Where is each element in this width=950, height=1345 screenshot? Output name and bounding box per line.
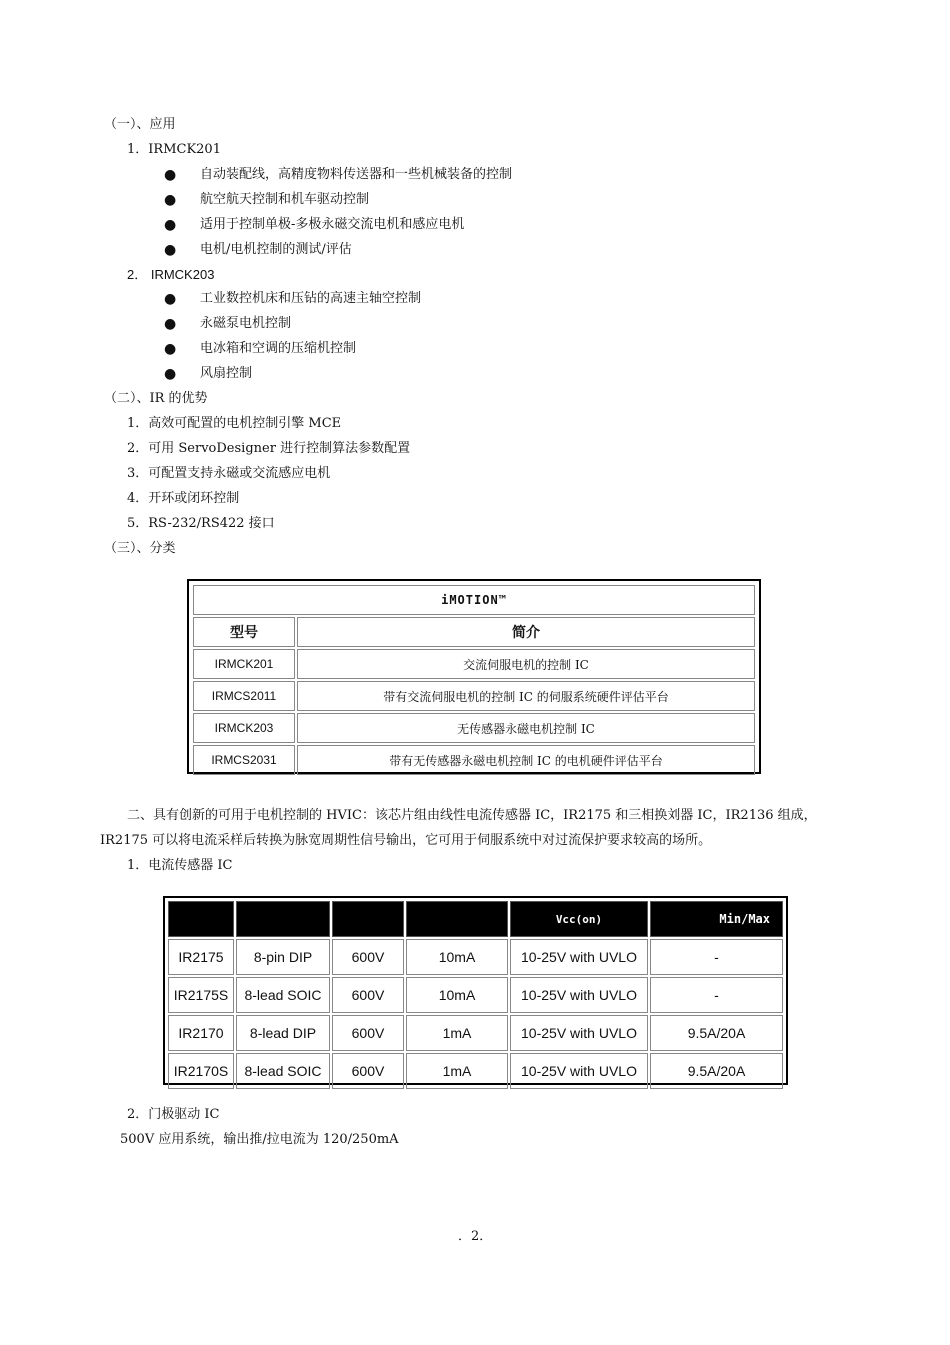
bullet-icon: ●: [164, 242, 177, 258]
list-item-text: 适用于控制单极-多极永磁交流电机和感应电机: [200, 217, 465, 232]
list-item-text: 风扇控制: [200, 366, 253, 381]
list-item: 4．开环或闭环控制: [127, 491, 240, 506]
table-cell: -: [650, 977, 783, 1013]
bullet-icon: ●: [164, 291, 177, 307]
list-item: 3．可配置支持永磁或交流感应电机: [127, 466, 331, 481]
paragraph-line: IR2175 可以将电流采样后转换为脉宽周期性信号输出，它可用于伺服系统中对过流保护要求较高的场所。: [100, 833, 712, 848]
table-cell: 10mA: [406, 939, 508, 975]
table-row: [193, 713, 755, 743]
table-cell: 10-25V with UVLO: [510, 939, 648, 975]
table-cell: 10-25V with UVLO: [510, 1053, 648, 1089]
table-cell: 8-lead SOIC: [236, 1053, 330, 1089]
bullet-icon: ●: [164, 341, 177, 357]
bullet-icon: ●: [164, 167, 177, 183]
table-cell: 带有交流伺服电机的控制 IC 的伺服系统硬件评估平台: [297, 681, 755, 711]
bullet-icon: ●: [164, 316, 177, 332]
table-cell: 8-pin DIP: [236, 939, 330, 975]
table-cell: IRMCK203: [193, 713, 295, 743]
table-row: [193, 745, 755, 775]
table-cell: -: [650, 939, 783, 975]
bullet-icon: ●: [164, 366, 177, 382]
table-cell: 9.5A/20A: [650, 1053, 783, 1089]
table-cell: 8-lead DIP: [236, 1015, 330, 1051]
table-row: [168, 1015, 783, 1051]
column-header: [236, 901, 330, 937]
imotion-table: [187, 579, 761, 774]
column-header-model: 型号: [193, 617, 295, 647]
item-title-irmck201: 1．IRMCK201: [127, 142, 221, 157]
table-cell: 600V: [332, 977, 404, 1013]
table-row: [168, 977, 783, 1013]
list-item-text: 航空航天控制和机车驱动控制: [200, 192, 370, 207]
table-cell: 9.5A/20A: [650, 1015, 783, 1051]
table-row: [193, 649, 755, 679]
column-header: [406, 901, 508, 937]
table-cell: IR2170: [168, 1015, 234, 1051]
table-cell: IRMCK201: [193, 649, 295, 679]
table-cell: 无传感器永磁电机控制 IC: [297, 713, 755, 743]
table-cell: 10-25V with UVLO: [510, 1015, 648, 1051]
paragraph-line: 500V 应用系统，输出推/拉电流为 120/250mA: [120, 1132, 399, 1147]
list-item-text: 电机/电机控制的测试/评估: [200, 242, 352, 257]
table-cell: IRMCS2031: [193, 745, 295, 775]
column-header: [332, 901, 404, 937]
list-item-text: 永磁泵电机控制: [200, 316, 292, 331]
table-cell: 交流伺服电机的控制 IC: [297, 649, 755, 679]
table-cell: IR2175S: [168, 977, 234, 1013]
list-item: 5．RS-232/RS422 接口: [127, 516, 275, 531]
bullet-icon: ●: [164, 192, 177, 208]
table-cell: 10mA: [406, 977, 508, 1013]
item-title-irmck203: 2． IRMCK203: [127, 267, 215, 282]
list-item-text: 电冰箱和空调的压缩机控制: [200, 341, 357, 356]
list-item-text: 工业数控机床和压钻的高速主轴空控制: [200, 291, 422, 306]
table-cell: 1mA: [406, 1015, 508, 1051]
table-title: iMOTION™: [193, 585, 755, 615]
section-heading-classification: （三）、分类: [104, 541, 176, 556]
section-heading-advantages: （二）、IR 的优势: [104, 391, 208, 406]
table-cell: IR2170S: [168, 1053, 234, 1089]
subheading-current-sensor: 1．电流传感器 IC: [127, 858, 233, 873]
table-cell: 1mA: [406, 1053, 508, 1089]
table-cell: IRMCS2011: [193, 681, 295, 711]
column-header-description: 简介: [297, 617, 755, 647]
list-item: 1．高效可配置的电机控制引擎 MCE: [127, 416, 342, 431]
page-number: ．2．: [458, 1229, 493, 1244]
table-cell: 8-lead SOIC: [236, 977, 330, 1013]
table-cell: 10-25V with UVLO: [510, 977, 648, 1013]
table-cell: 600V: [332, 1053, 404, 1089]
table-cell: IR2175: [168, 939, 234, 975]
section-heading-applications: （一）、应用: [104, 117, 176, 132]
table-row: [193, 681, 755, 711]
column-header: [168, 901, 234, 937]
list-item-text: 自动装配线，高精度物料传送器和一些机械装备的控制: [200, 167, 513, 182]
table-cell: 600V: [332, 1015, 404, 1051]
bullet-icon: ●: [164, 217, 177, 233]
current-sensor-table: [163, 896, 788, 1085]
table-cell: 600V: [332, 939, 404, 975]
column-header-vcc: Vcc(on): [510, 901, 648, 937]
paragraph-line: 二、具有创新的可用于电机控制的 HVIC：该芯片组由线性电流传感器 IC，IR2175 和三相换刘器 IC，IR2136 组成，: [127, 808, 817, 823]
table-row: [168, 1053, 783, 1089]
subheading-gate-driver: 2．门极驱动 IC: [127, 1107, 220, 1122]
table-cell: 带有无传感器永磁电机控制 IC 的电机硬件评估平台: [297, 745, 755, 775]
list-item: 2．可用 ServoDesigner 进行控制算法参数配置: [127, 441, 411, 456]
table-row: [168, 939, 783, 975]
column-header-min-max: Min/Max: [650, 901, 783, 937]
